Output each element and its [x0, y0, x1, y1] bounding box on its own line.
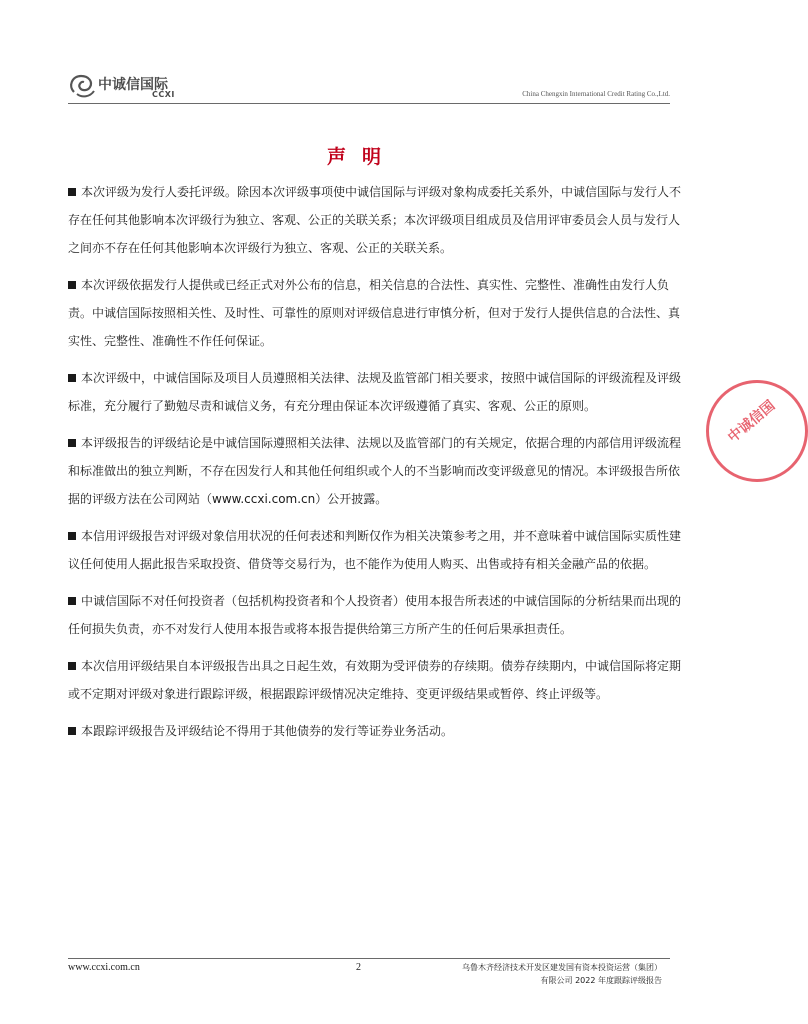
- report-name-line-1: 乌鲁木齐经济技术开发区建发国有资本投资运营（集团）: [462, 963, 662, 972]
- statement-text: 中诚信国际不对任何投资者（包括机构投资者和个人投资者）使用本报告所表述的中诚信国际的分析结果而出现的任何损失负责，亦不对发行人使用本报告或将本报告提供给第三方所产生的任何后果承担责任。: [68, 594, 682, 636]
- logo-chinese-name: 中诚信国际: [98, 77, 168, 93]
- statement-text: 本次评级依据发行人提供或已经正式对外公布的信息，相关信息的合法性、真实性、完整性、准确性由发行人负责。中诚信国际按照相关性、及时性、可靠性的原则对评级信息进行审慎分析，但对于发行人提供信息的合法性、真实性、完整性、准确性不作任何保证。: [68, 278, 681, 348]
- statement-list: [68, 178, 688, 754]
- statement-paragraph-7: [68, 652, 688, 708]
- company-english-name: China Chengxin International Credit Rating Co.,Ltd.: [522, 90, 670, 98]
- statement-paragraph-6: [68, 587, 688, 643]
- square-bullet-icon: [68, 439, 76, 447]
- statement-paragraph-3: [68, 364, 688, 420]
- square-bullet-icon: [68, 188, 76, 196]
- footer-report-name: [462, 961, 662, 987]
- page-header: [68, 70, 670, 106]
- company-logo: [68, 70, 178, 102]
- square-bullet-icon: [68, 532, 76, 540]
- statement-text: 本次信用评级结果自本评级报告出具之日起生效，有效期为受评债券的存续期。债券存续期内，中诚信国际将定期或不定期对评级对象进行跟踪评级，根据跟踪评级情况决定维持、变更评级结果或暂停、终止评级等。: [68, 659, 682, 701]
- square-bullet-icon: [68, 662, 76, 670]
- statement-text: 本评级报告的评级结论是中诚信国际遵照相关法律、法规以及监管部门的有关规定，依据合理的内部信用评级流程和标准做出的独立判断，不存在因发行人和其他任何组织或个人的不当影响而改变评级意见的情况。本评级报告所依据的评级方法在公司网站（www.ccxi.com.cn）公开披露。: [68, 436, 682, 506]
- square-bullet-icon: [68, 727, 76, 735]
- statement-text: 本信用评级报告对评级对象信用状况的任何表述和判断仅作为相关决策参考之用，并不意味着中诚信国际实质性建议任何使用人据此报告采取投资、借贷等交易行为，也不能作为使用人购买、出售或持有相关金融产品的依据。: [68, 529, 682, 571]
- stamp-text: 中诚信国: [725, 397, 779, 446]
- square-bullet-icon: [68, 281, 76, 289]
- statement-paragraph-2: [68, 271, 688, 355]
- square-bullet-icon: [68, 374, 76, 382]
- footer-website: www.ccxi.com.cn: [68, 962, 140, 973]
- ccxi-logo-icon: [68, 72, 98, 100]
- statement-paragraph-8: [68, 717, 688, 745]
- statement-text: 本次评级为发行人委托评级。除因本次评级事项使中诚信国际与评级对象构成委托关系外，中诚信国际与发行人不存在任何其他影响本次评级行为独立、客观、公正的关联关系；本次评级项目组成员及信用评审委员会人员与发行人之间亦不存在任何其他影响本次评级行为独立、客观、公正的关联关系。: [68, 185, 682, 255]
- statement-text: 本跟踪评级报告及评级结论不得用于其他债券的发行等证券业务活动。: [81, 724, 454, 738]
- page-title: 声明: [326, 146, 397, 168]
- footer-divider: [68, 958, 670, 959]
- statement-paragraph-5: [68, 522, 688, 578]
- statement-paragraph-1: [68, 178, 688, 262]
- statement-paragraph-4: [68, 429, 688, 513]
- statement-text: 本次评级中，中诚信国际及项目人员遵照相关法律、法规及监管部门相关要求，按照中诚信国际的评级流程及评级标准，充分履行了勤勉尽责和诚信义务，有充分理由保证本次评级遵循了真实、客观、公正的原则。: [68, 371, 682, 413]
- logo-english-name: CCXI: [152, 90, 175, 99]
- page-number: 2: [356, 962, 361, 973]
- report-name-line-2: 有限公司 2022 年度跟踪评级报告: [540, 976, 662, 985]
- square-bullet-icon: [68, 597, 76, 605]
- company-seal-stamp: [706, 380, 808, 482]
- header-divider: [68, 103, 670, 104]
